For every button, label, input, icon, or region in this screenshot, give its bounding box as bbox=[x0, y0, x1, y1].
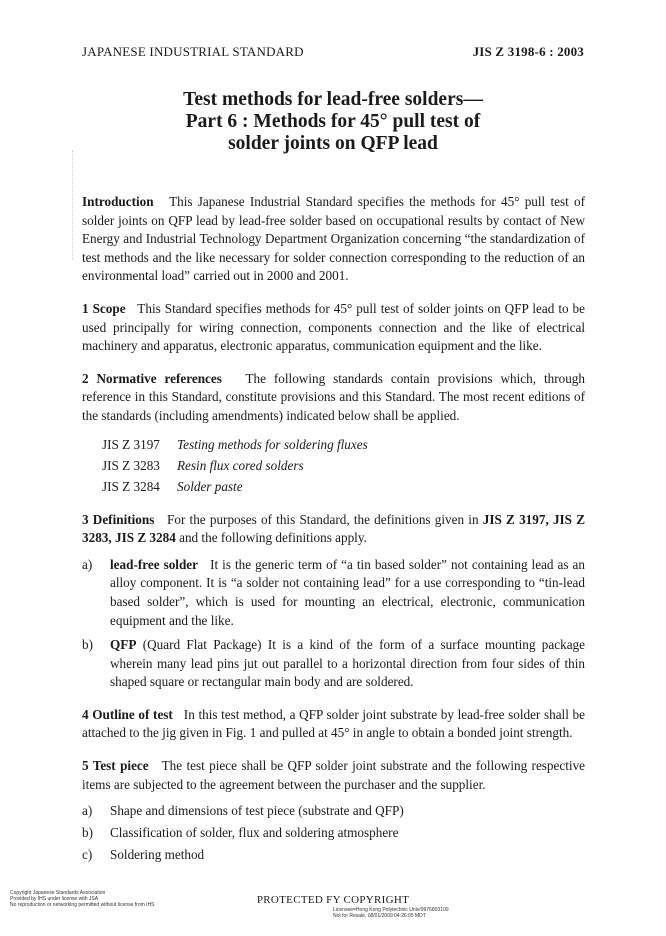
document-title bbox=[82, 89, 584, 155]
reference-list bbox=[102, 436, 585, 499]
title-line-2: Part 6 : Methods for 45° pull test of bbox=[185, 111, 481, 132]
reference-code: JIS Z 3283 bbox=[102, 457, 160, 473]
item-label: a) bbox=[82, 556, 93, 572]
reference-item bbox=[102, 436, 585, 457]
scope-text: This Standard specifies methods for 45° pull test of solder joints on QFP lead to be used principally for wiring connection, components connection and the like of electrical machinery and apparatus, electronic apparatus, communication equipment and the like. bbox=[82, 300, 586, 354]
list-item bbox=[82, 824, 585, 846]
list-item bbox=[82, 802, 585, 824]
item-label: a) bbox=[82, 803, 93, 819]
item-text: Shape and dimensions of test piece (substrate and QFP) bbox=[110, 803, 404, 819]
introduction-section bbox=[82, 193, 585, 286]
introduction-text: This Japanese Industrial Standard specifies the methods for 45° pull test of solder joints on QFP lead by lead-free solder based on occupational results by contact of New Energy and Industrial Technology Department Organization concerning “the standardization of test methods and the like necessary for solder connection corresponding to the reduction of an environmental load” carried out in 2000 and 2001. bbox=[82, 194, 585, 284]
document-body bbox=[82, 193, 585, 868]
outline-section bbox=[82, 706, 585, 743]
outline-text: In this test method, a QFP solder joint substrate by lead-free solder shall be attached to the jig given in Fig. 1 and pulled at 45° in angle to obtain a bonded joint strength. bbox=[82, 706, 585, 741]
definition-text: It is the generic term of “a tin based solder” not containing lead as an alloy component. It is “a solder not containing lead” for a use corresponding to “tin-lead based solder”, which is used for mounting an electrical, electronic, communication equipment and the like. bbox=[110, 556, 586, 628]
footer-protected-notice: PROTECTED FY COPYRIGHT bbox=[256, 894, 410, 906]
item-label: b) bbox=[82, 825, 93, 841]
reference-code: JIS Z 3197 bbox=[102, 436, 160, 452]
definitions-section bbox=[82, 511, 585, 548]
test-piece-section bbox=[82, 757, 585, 794]
test-piece-heading: 5 Test piece bbox=[82, 758, 149, 774]
item-label: c) bbox=[82, 847, 93, 863]
definition-term: QFP bbox=[110, 637, 137, 653]
definition-item bbox=[82, 636, 585, 692]
definitions-refs: JIS Z 3197, JIS Z 3283, JIS Z 3284 bbox=[82, 511, 586, 546]
reference-title: Resin flux cored solders bbox=[177, 457, 304, 473]
reference-code: JIS Z 3284 bbox=[102, 478, 160, 494]
definition-item bbox=[82, 556, 585, 630]
definitions-text-1: For the purposes of this Standard, the definitions given in bbox=[167, 511, 479, 527]
item-label: b) bbox=[82, 637, 93, 653]
scope-section bbox=[82, 300, 585, 356]
scope-heading: 1 Scope bbox=[82, 300, 126, 316]
test-piece-text: The test piece shall be QFP solder joint substrate and the following respective items are subjected to the agreement between the purchaser and the supplier. bbox=[82, 758, 586, 792]
introduction-heading: Introduction bbox=[82, 194, 154, 209]
definition-text: (Quard Flat Package) It is a kind of the form of a surface mounting package wherein many lead pins jut out parallel to a horizontal direction from four sides of thin shaped square or rectangular main body and are soldered. bbox=[110, 637, 585, 690]
reference-item bbox=[102, 457, 585, 478]
reference-item bbox=[102, 478, 585, 499]
outline-heading: 4 Outline of test bbox=[82, 706, 173, 722]
item-text: Soldering method bbox=[110, 847, 205, 863]
definitions-text-2: and the following definitions apply. bbox=[179, 530, 367, 546]
title-line-3: solder joints on QFP lead bbox=[228, 133, 438, 154]
reference-title: Solder paste bbox=[177, 478, 243, 494]
definitions-heading: 3 Definitions bbox=[82, 511, 155, 527]
footer-license-notice: Licensee=Hong Kong Polytechnic Univ/9976803100 Not for Resale, 08/01/2009 04:26:05 MDT bbox=[333, 907, 449, 919]
page-header bbox=[82, 44, 584, 62]
reference-title: Testing methods for soldering fluxes bbox=[177, 436, 368, 452]
normative-references-section bbox=[82, 370, 585, 426]
scan-artifact bbox=[72, 150, 74, 260]
list-item bbox=[82, 846, 585, 868]
footer-copyright-notice: Copyright Japanese Standards Association Provided by IHS under license with JSA No reproduction or networking permitted without license from IHS bbox=[10, 890, 155, 908]
standard-number: JIS Z 3198-6 : 2003 bbox=[472, 44, 584, 59]
normative-references-text: The following standards contain provisions which, through reference in this Standard, constitute provisions and this Standard. The most recent editions of the standards (including amendments) indicated below shall be applied. bbox=[82, 370, 585, 423]
title-line-1: Test methods for lead-free solders— bbox=[183, 89, 483, 110]
definition-term: lead-free solder bbox=[110, 556, 199, 572]
normative-references-heading: 2 Normative references bbox=[82, 370, 222, 386]
item-text: Classification of solder, flux and soldering atmosphere bbox=[110, 825, 399, 841]
standard-type: JAPANESE INDUSTRIAL STANDARD bbox=[82, 44, 304, 59]
